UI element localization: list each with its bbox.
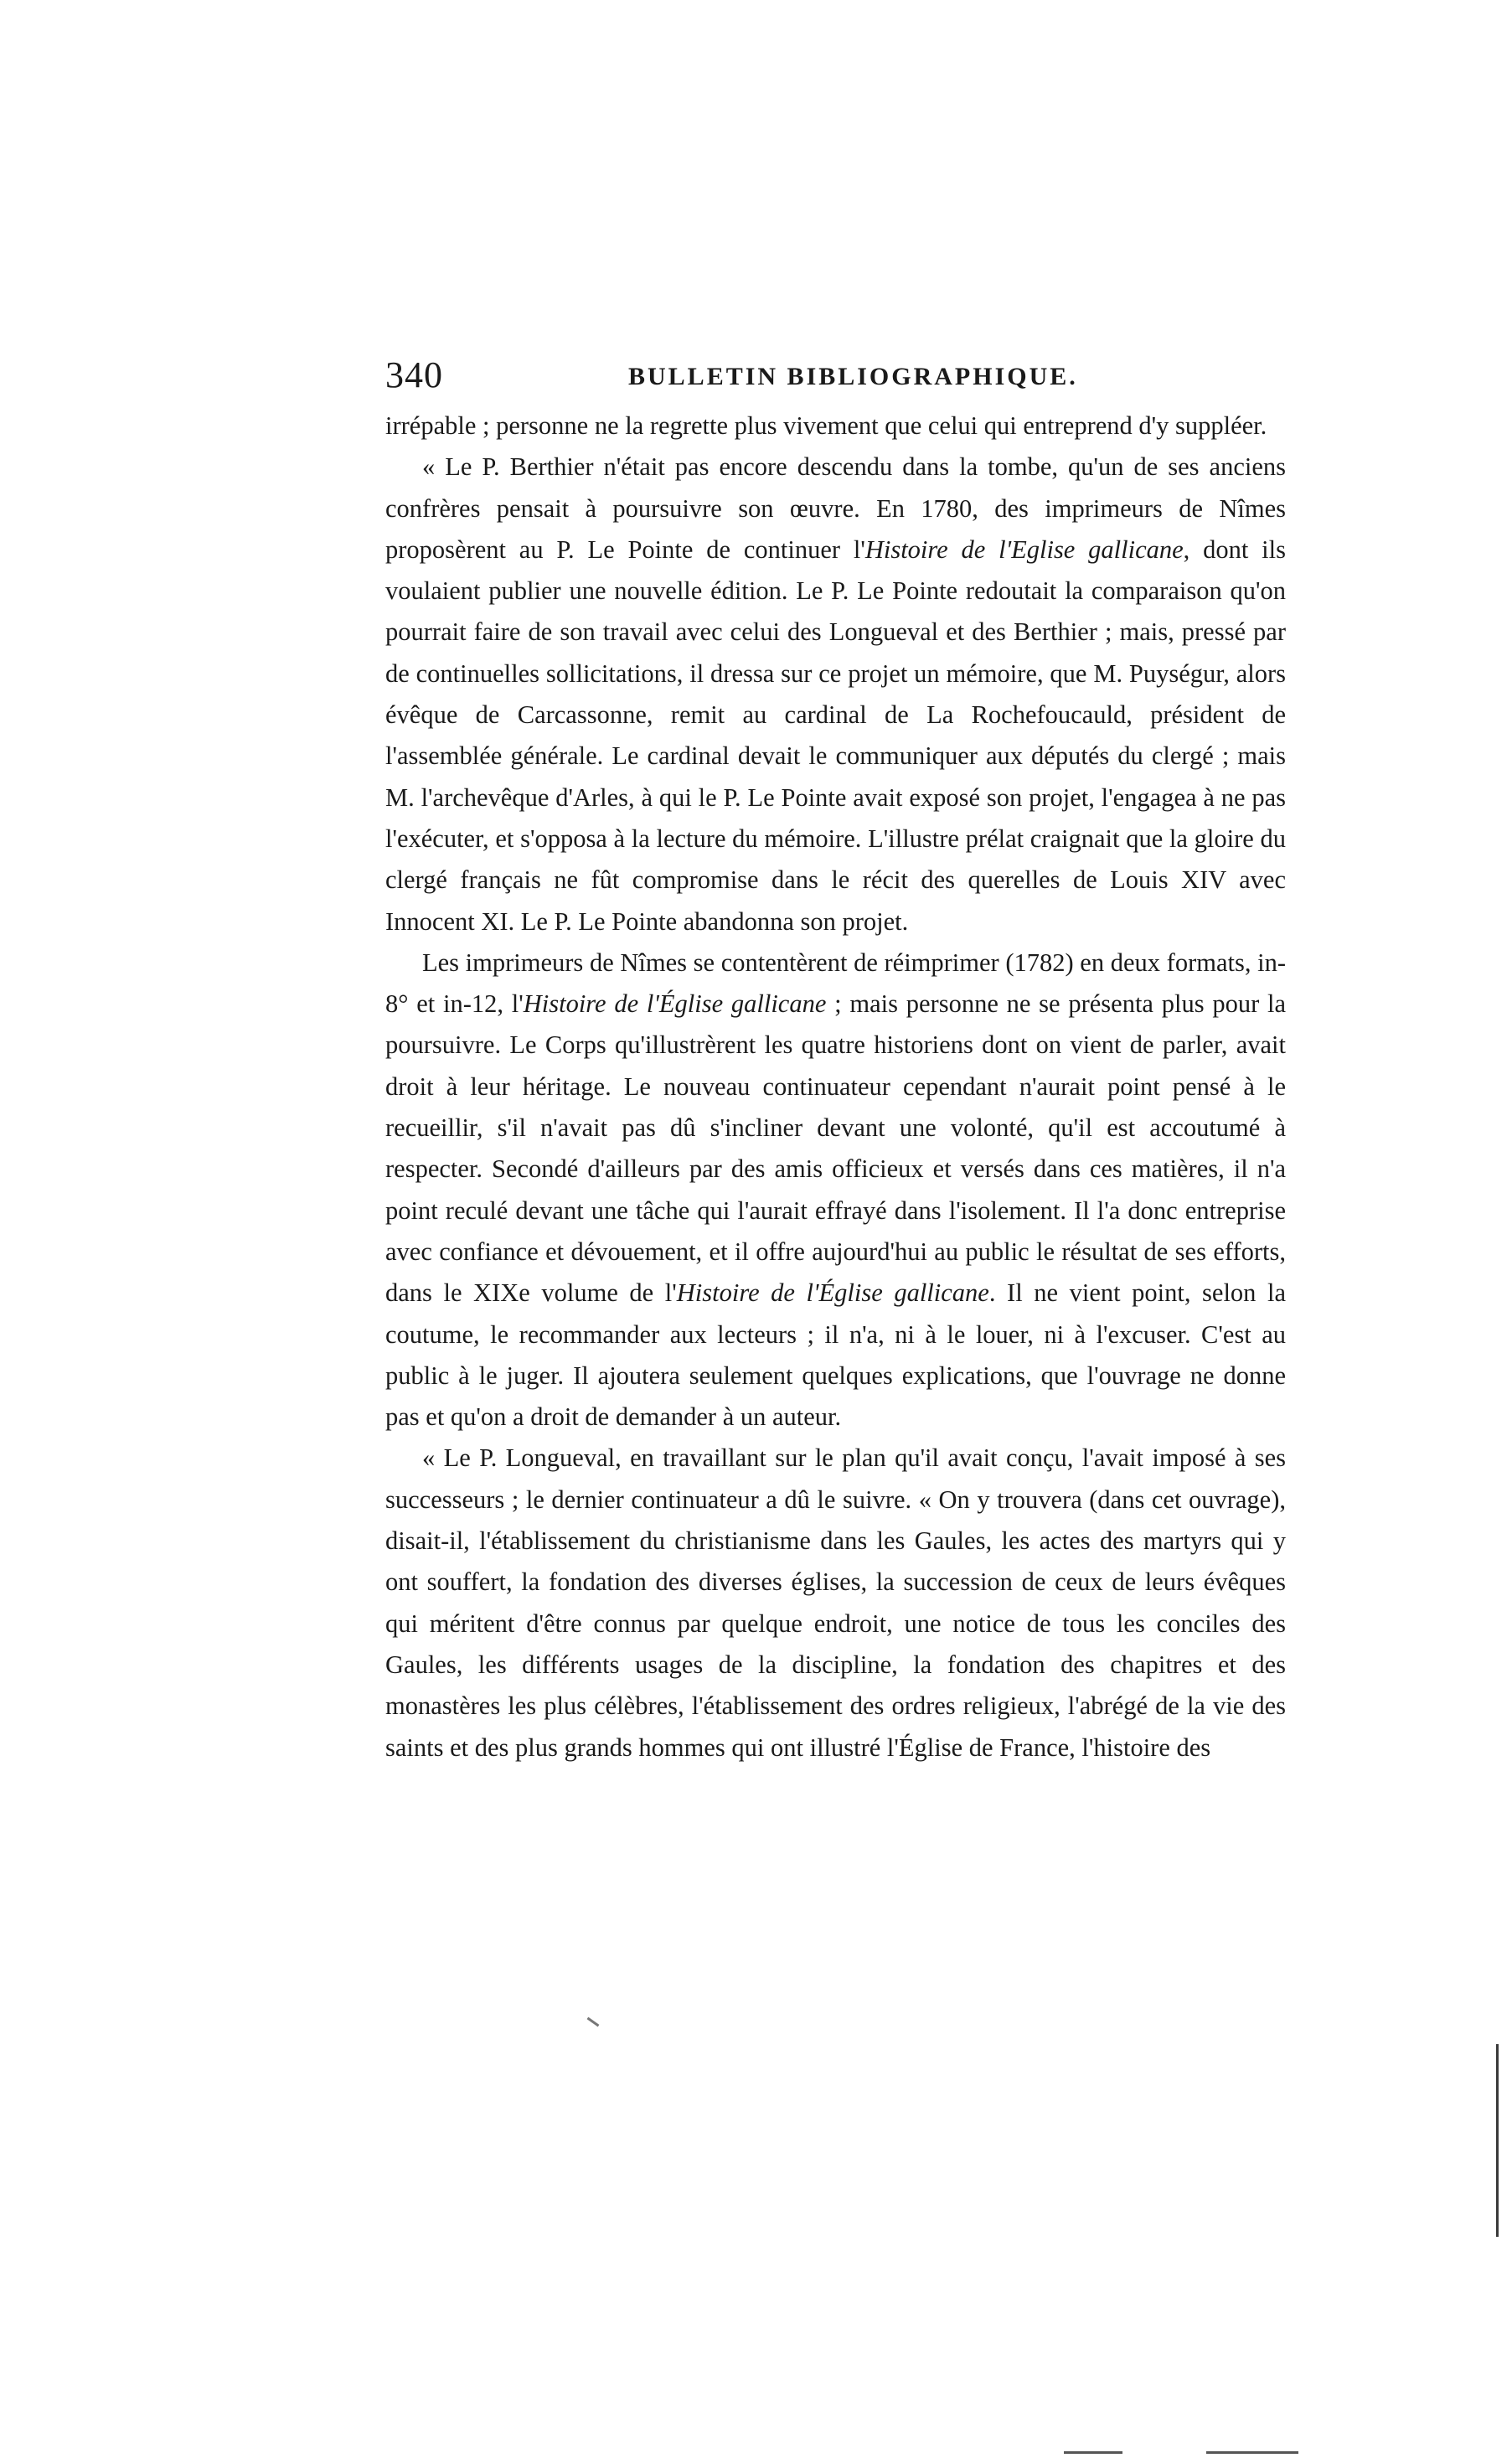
text-run: . Il ne vient point, selon la coutume, le recommander aux lecteurs ; il n'a, ni à le louer, ni à l'excuser. C'est au public à le juger. Il ajoutera seulement quelques explications, que l'ouvrage ne donne pas et qu'on a droit de demander à un auteur. — [385, 1278, 1287, 1432]
paragraph-p4 — [385, 1438, 1286, 1768]
italic-title: Histoire de l'Église gallicane — [676, 1278, 989, 1308]
text-run: irrépable ; personne ne la regrette plus vivement que celui qui entreprend d'y suppléer. — [385, 411, 1267, 440]
running-title: BULLETIN BIBLIOGRAPHIQUE. — [628, 363, 1078, 390]
page-number: 340 — [385, 354, 443, 395]
running-head — [385, 350, 1282, 400]
text-run: « Le P. Longueval, en travaillant sur le plan qu'il avait conçu, l'avait imposé à ses successeurs ; le dernier continuateur a dû le suivre. « On y trouvera (dans cet ouvrage), disait-il, l'établissement du christianisme dans les Gaules, les actes des martyrs qui y ont souffert, la fondation des diverses églises, la succession de ceux de leurs évêques qui méritent d'être connus par quelque endroit, une notice de tous les conciles des Gaules, les différents usages de la discipline, la fondation des chapitres et des monastères les plus célèbres, l'établissement des ordres religieux, l'abrégé de la vie des saints et des plus grands hommes qui ont illustré l'Église de France, l'histoire des — [385, 1443, 1286, 1762]
print-speck — [587, 2017, 600, 2027]
text-run: « Le P. Berthier n'était pas encore descendu dans la tombe, qu'un de ses anciens confrères pensait à poursuivre son œuvre. En 1780, des imprimeurs de Nîmes proposèrent au P. Le Pointe de continuer l' — [385, 452, 1286, 564]
text-run: , dont ils voulaient publier une nouvelle édition. Le P. Le Pointe redoutait la comparaison qu'on pourrait faire de son travail avec celui des Longueval et des Berthier ; mais, pressé par de continuelles sollicitations, il dressa sur ce projet un mémoire, que M. Puységur, alors évêque de Carcassonne, remit au cardinal de La Rochefoucauld, président de l'assemblée générale. Le cardinal devait le communiquer aux députés du clergé ; mais M. l'archevêque d'Arles, à qui le P. Le Pointe avait exposé son projet, l'engagea à ne pas l'exécuter, et s'opposa à la lecture du mémoire. L'illustre prélat craignait que la gloire du clergé français ne fût compromise dans le récit des querelles de Louis XIV avec Innocent XI. Le P. Le Pointe abandonna son projet. — [385, 534, 1286, 936]
text-run: ; mais personne ne se présenta plus pour la poursuivre. Le Corps qu'illustrèrent les quatre historiens dont on vient de parler, avait droit à leur héritage. Le nouveau continuateur cependant n'aurait point pensé à le recueillir, s'il n'avait pas dû s'incliner devant une volonté, qu'il est accoutumé à respecter. Secondé d'ailleurs par des amis officieux et versés dans ces matières, il n'a point reculé devant une tâche qui l'aurait effrayé dans l'isolement. Il l'a donc entreprise avec confiance et dévouement, et il offre aujourd'hui au public le résultat de ses efforts, dans le XIXe volume de l' — [385, 989, 1287, 1308]
body-text — [385, 405, 1286, 1769]
text-run: Les imprimeurs de Nîmes se contentèrent de réimprimer (1782) en deux formats, in-8° et in-12, l' — [385, 948, 1286, 1019]
paragraph-p2 — [385, 447, 1286, 942]
italic-title: Histoire de l'Église gallicane — [523, 989, 827, 1019]
footer-rule — [1206, 2451, 1298, 2454]
footer-rule — [1064, 2451, 1122, 2454]
scan-edge-mark — [1496, 2044, 1499, 2237]
paragraph-p1 — [385, 405, 1286, 447]
italic-title: Histoire de l'Eglise gallicane — [864, 534, 1184, 564]
paragraph-p3 — [385, 942, 1286, 1438]
